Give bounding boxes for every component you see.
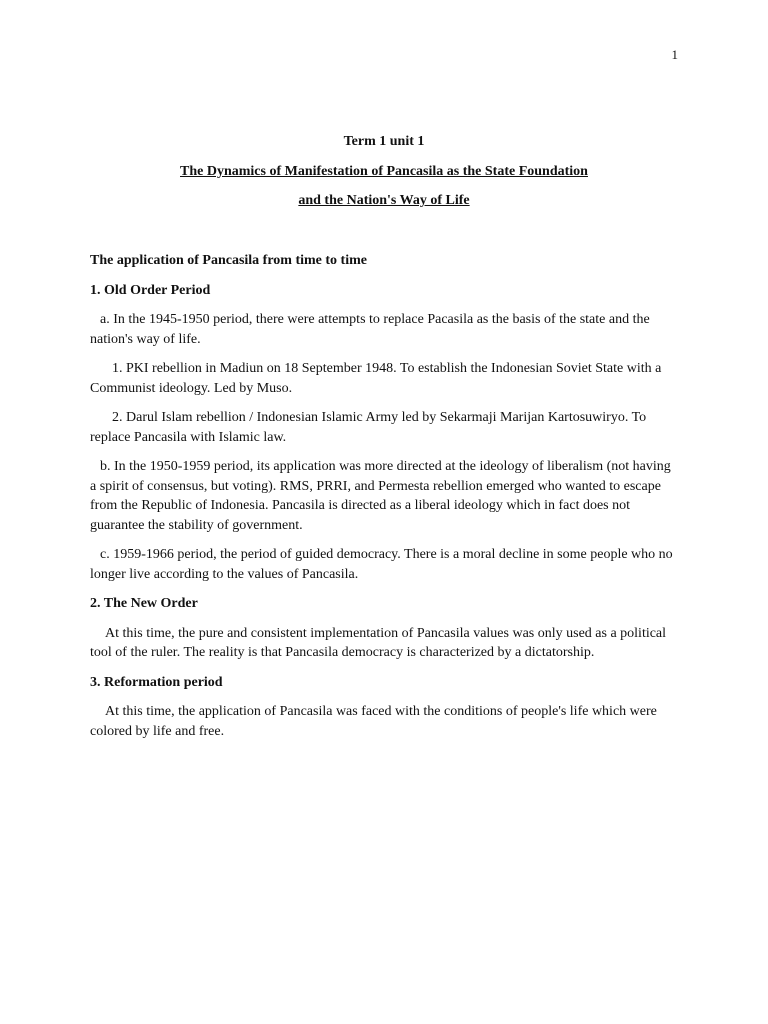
document-body	[90, 251, 680, 741]
old-order-item-c: c. 1959-1966 period, the period of guided democracy. There is a moral decline in some people who no longer live according to the values of Pancasila.	[90, 547, 673, 582]
old-order-heading: 1. Old Order Period	[90, 282, 211, 298]
new-order-text: At this time, the pure and consistent implementation of Pancasila values was only used as a political tool of the ruler. The reality is that Pancasila democracy is characterized by a dictatorship.	[90, 625, 667, 660]
old-order-item-a2: 2. Darul Islam rebellion / Indonesian Islamic Army led by Sekarmaji Marijan Kartosuwiryo. To replace Pancasila with Islamic law.	[90, 410, 647, 445]
page-number: 1	[671, 47, 678, 62]
new-order-heading: 2. The New Order	[90, 596, 198, 611]
reformation-text: At this time, the application of Pancasila was faced with the conditions of people's life which were colored by life and free.	[90, 704, 657, 739]
intro-heading: The application of Pancasila from time to time	[90, 253, 367, 268]
document-title-line-1: The Dynamics of Manifestation of Pancasila as the State Foundation	[180, 164, 588, 179]
old-order-item-b: b. In the 1950-1959 period, its application was more directed at the ideology of liberalism (not having a spirit of consensus, but voting). RMS, PRRI, and Permesta rebellion emerged who wanted to escape from the Republic of Indonesia. Pancasila is directed as a liberal ideology which in fact does not guarantee the stability of government.	[90, 459, 671, 533]
document-term-label: Term 1 unit 1	[343, 134, 425, 149]
reformation-heading: 3. Reformation period	[90, 674, 223, 690]
document-title-line-2: and the Nation's Way of Life	[298, 193, 470, 208]
old-order-item-a: a. In the 1945-1950 period, there were attempts to replace Pacasila as the basis of the state and the nation's way of life.	[90, 312, 650, 347]
old-order-item-a1: 1. PKI rebellion in Madiun on 18 September 1948. To establish the Indonesian Soviet State with a Communist ideology. Led by Muso.	[90, 361, 662, 396]
